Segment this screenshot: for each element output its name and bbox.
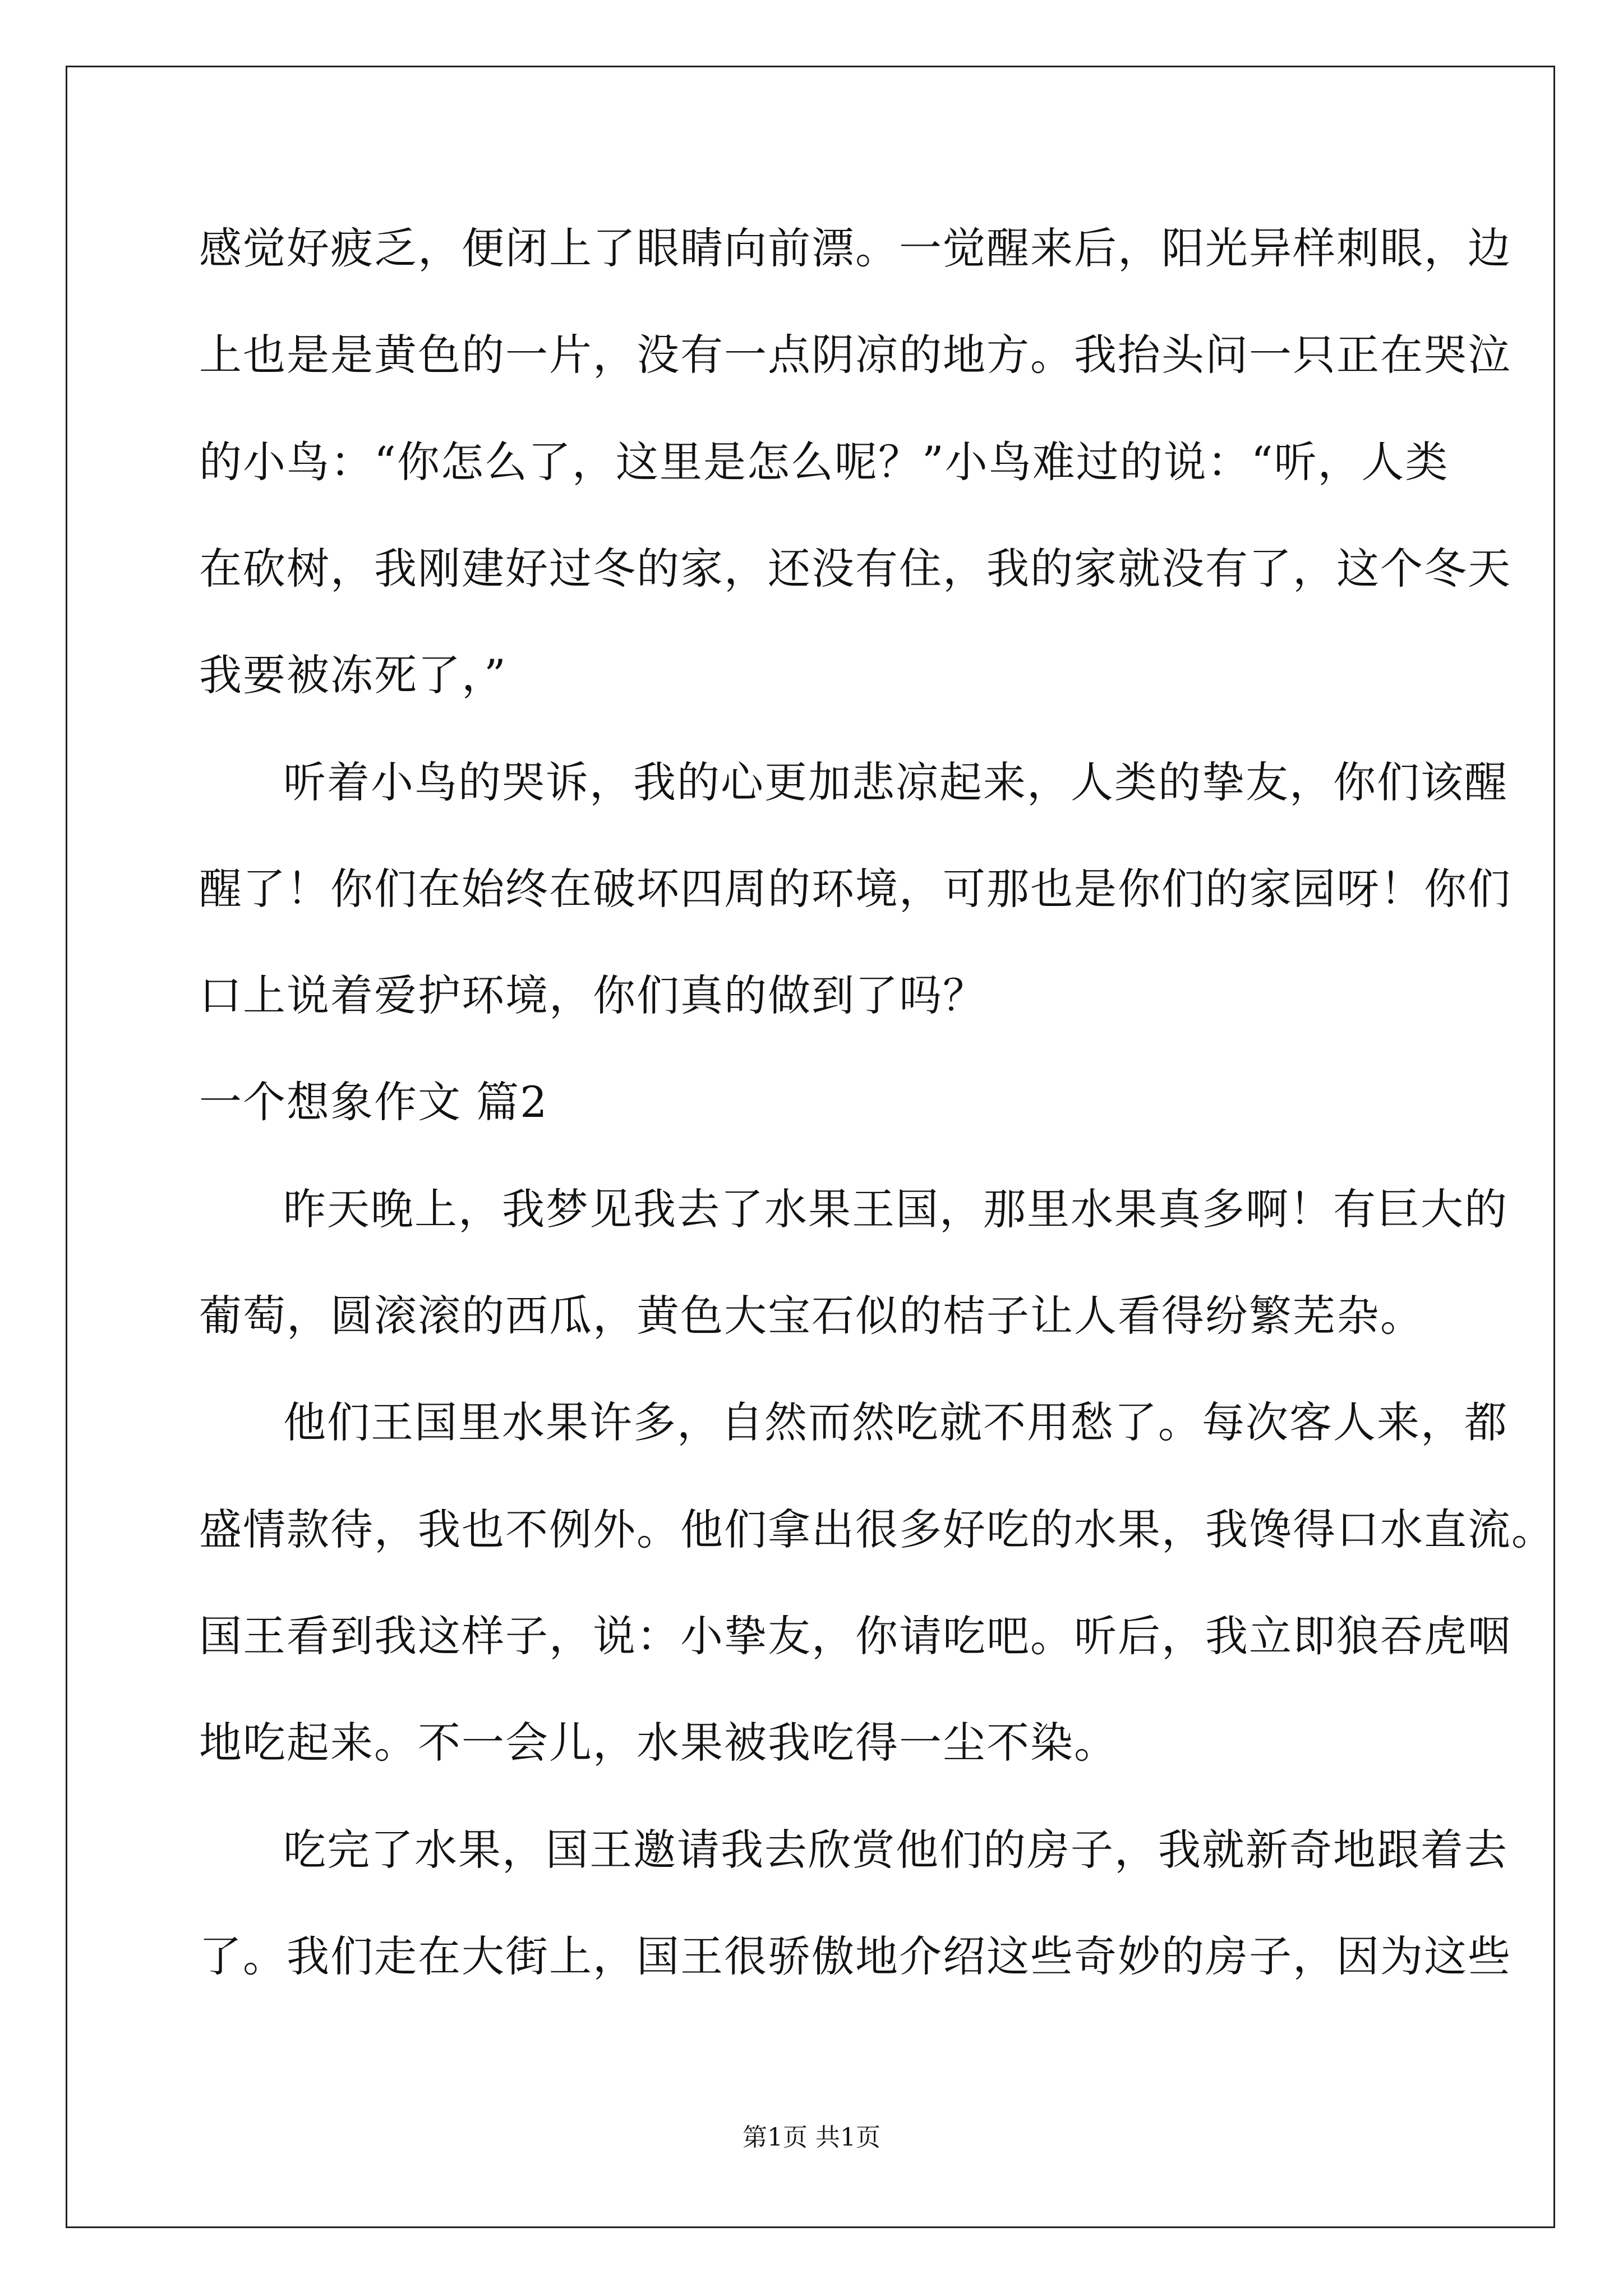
- paragraph-first-line: 吃完了水果，国王邀请我去欣赏他们的房子，我就新奇地跟着去: [283, 1825, 1508, 1875]
- paragraph-first-line: 昨天晚上，我梦见我去了水果王国，那里水果真多啊！有巨大的: [283, 1184, 1508, 1234]
- text-line: 葡萄，圆滚滚的西瓜，黄色大宝石似的桔子让人看得纷繁芜杂。: [199, 1291, 1424, 1341]
- page-border: [66, 66, 1555, 2228]
- text-line: 感觉好疲乏，便闭上了眼睛向前漂。一觉醒来后，阳光异样刺眼，边: [199, 223, 1511, 273]
- paragraph-first-line: 听着小鸟的哭诉，我的心更加悲凉起来，人类的挚友，你们该醒: [283, 757, 1508, 807]
- text-line: 的小鸟：“你怎么了，这里是怎么呢？”小鸟难过的说：“听，人类: [199, 437, 1449, 487]
- text-line: 口上说着爱护环境，你们真的做到了吗？: [199, 970, 986, 1020]
- text-line: 醒了！你们在始终在破坏四周的环境，可那也是你们的家园呀！你们: [199, 864, 1511, 914]
- text-line: 国王看到我这样子，说：小挚友，你请吃吧。听后，我立即狼吞虎咽: [199, 1611, 1511, 1661]
- page-number-footer: 第1页 共1页: [743, 2123, 880, 2152]
- text-line: 盛情款待，我也不例外。他们拿出很多好吃的水果，我馋得口水直流。: [199, 1504, 1555, 1554]
- text-line: 了。我们走在大街上，国王很骄傲地介绍这些奇妙的房子，因为这些: [199, 1931, 1511, 1981]
- section-heading: 一个想象作文 篇2: [199, 1077, 548, 1127]
- text-line: 在砍树，我刚建好过冬的家，还没有住，我的家就没有了，这个冬天: [199, 544, 1511, 593]
- text-line: 我要被冻死了，”: [199, 650, 507, 700]
- text-line: 地吃起来。不一会儿，水果被我吃得一尘不染。: [199, 1718, 1118, 1768]
- text-line: 上也是是黄色的一片，没有一点阴凉的地方。我抬头问一只正在哭泣: [199, 330, 1511, 380]
- paragraph-first-line: 他们王国里水果许多，自然而然吃就不用愁了。每次客人来，都: [283, 1397, 1508, 1447]
